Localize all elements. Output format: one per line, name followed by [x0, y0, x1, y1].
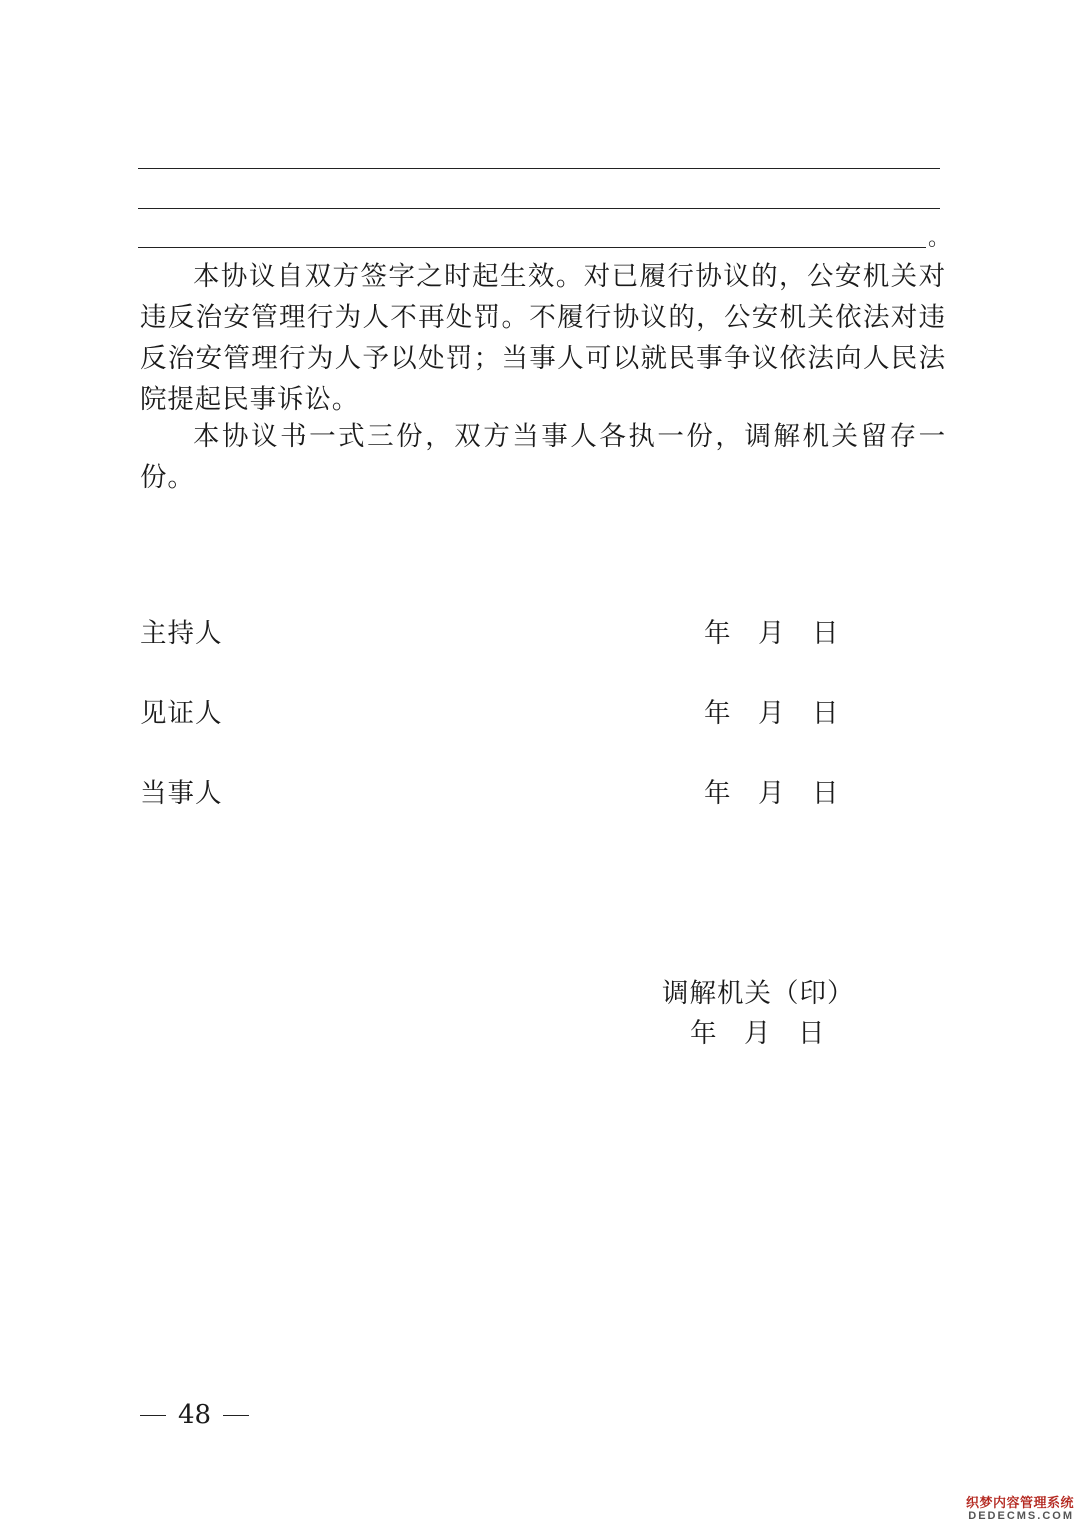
effect-clause-paragraph: 本协议自双方签字之时起生效。对已履行协议的，公安机关对违反治安管理行为人不再处罚。不履行协议的，公安机关依法对违反治安管理行为人予以处罚；当事人可以就民事争议依法向人民法院提起民事诉讼。	[140, 261, 946, 415]
date-day: 日	[812, 778, 839, 809]
date-year: 年	[704, 618, 731, 649]
seal-date	[690, 1017, 828, 1051]
page-dash-left	[140, 1415, 166, 1416]
date-day: 日	[812, 618, 839, 649]
mediation-authority-seal-label: 调解机关（印）	[662, 978, 855, 1009]
watermark	[966, 1496, 1074, 1522]
date-month: 月	[758, 778, 785, 809]
signature-date-party	[704, 777, 842, 811]
date-month: 月	[758, 618, 785, 649]
signature-date-host	[704, 617, 842, 651]
signature-label-host: 主持人	[140, 618, 223, 649]
line-end-mark: 。	[928, 226, 951, 251]
page-number	[140, 1398, 249, 1432]
date-year: 年	[690, 1018, 717, 1049]
date-year: 年	[704, 778, 731, 809]
blank-line-1	[138, 168, 940, 169]
date-year: 年	[704, 698, 731, 729]
date-day: 日	[798, 1018, 825, 1049]
date-day: 日	[812, 698, 839, 729]
watermark-en: DEDECMS.COM	[968, 1510, 1074, 1522]
blank-line-2	[138, 208, 940, 209]
copies-clause-paragraph: 本协议书一式三份，双方当事人各执一份，调解机关留存一份。	[140, 421, 946, 493]
page-dash-right	[223, 1415, 249, 1416]
date-month: 月	[758, 698, 785, 729]
signature-date-witness	[704, 697, 842, 731]
signature-label-witness: 见证人	[140, 698, 223, 729]
watermark-cn: 织梦内容管理系统	[965, 1495, 1074, 1510]
date-month: 月	[744, 1018, 771, 1049]
signature-label-party: 当事人	[140, 778, 223, 809]
blank-line-3	[138, 247, 926, 248]
page-number-value: 48	[178, 1400, 212, 1430]
